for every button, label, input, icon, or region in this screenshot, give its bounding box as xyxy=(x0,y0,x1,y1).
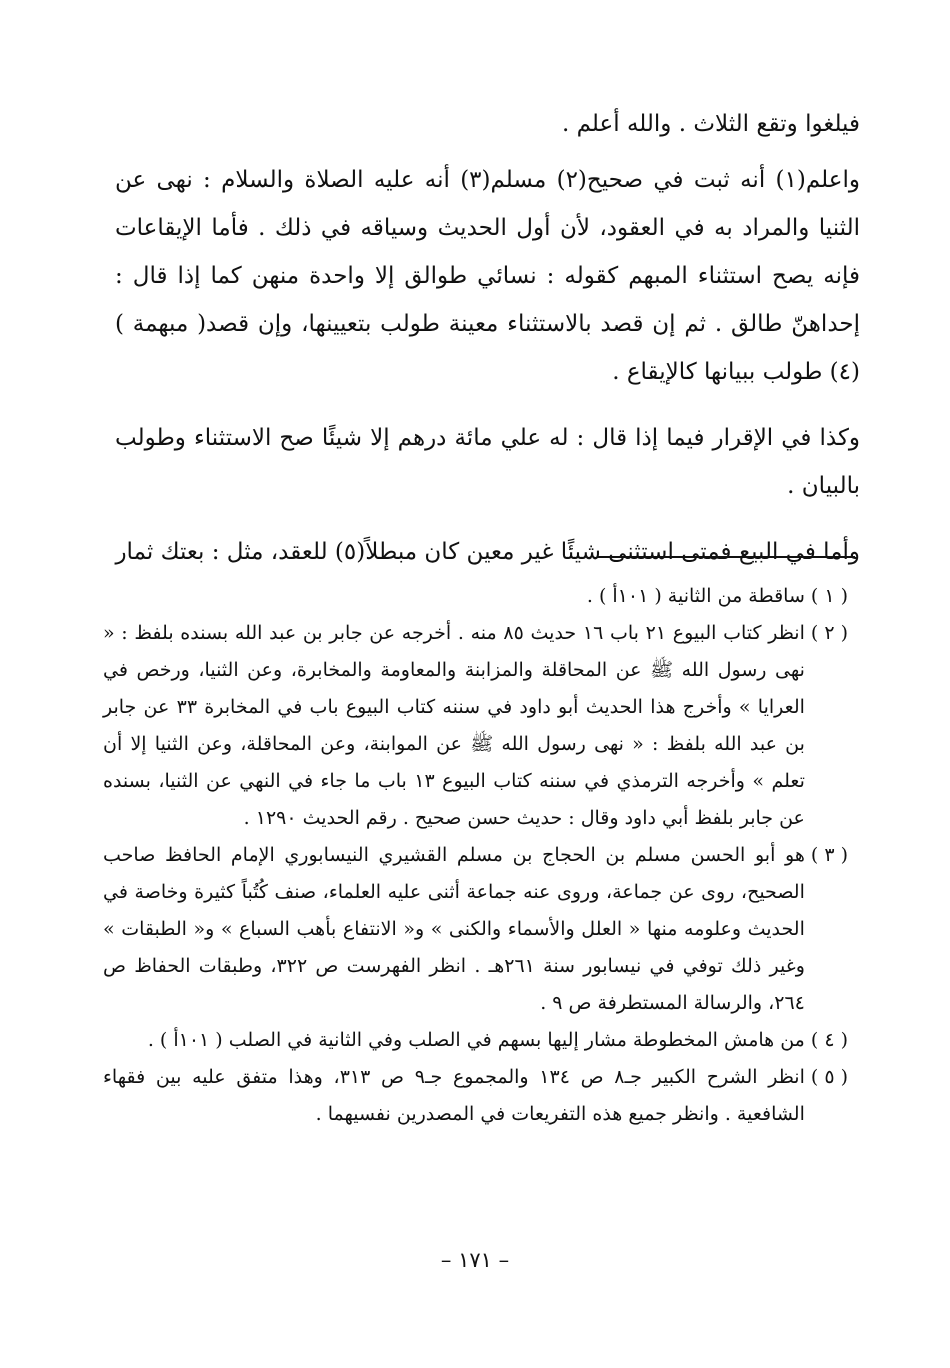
footnote-1 xyxy=(103,578,848,615)
footnote-number: ( ٢ ) xyxy=(810,622,848,644)
footnote-text: هو أبو الحسن مسلم بن الحجاج بن مسلم القشيري النيسابوري الإمام الحافظ صاحب الصحيح، روى عن جماعة، وروى عنه جماعة أثنى عليه العلماء، صنف كُتُباً كثيرة وخاصة في الحديث وعلومه منها « العلل والأسماء والكنى » و« الانتفاع بأهب السباع » و« الطبقات » وغير ذلك توفي في نيسابور سنة ٢٦١هـ . انظر الفهرست ص ٣٢٢، وطبقات الحفاظ ص ٢٦٤، والرسالة المستطرفة ص ٩ . xyxy=(103,844,805,1014)
footnotes xyxy=(103,578,848,1133)
footnote-number: ( ٤ ) xyxy=(810,1029,848,1051)
footnote-separator xyxy=(597,556,855,558)
footnote-number: ( ٥ ) xyxy=(810,1066,848,1088)
footnote-text: انظر كتاب البيوع ٢١ باب ١٦ حديث ٨٥ منه . أخرجه عن جابر بن عبد الله بسنده بلفظ : « نهى رسول الله ﷺ عن المحاقلة والمزابنة والمعاومة والمخابرة، وعن الثنيا، ورخص في العرايا » وأخرج هذا الحديث أبو داود في سننه كتاب البيوع باب في المخابرة ٣٣ عن جابر بن عبد الله بلفظ : « نهى رسول الله ﷺ عن الموابنة، وعن المحاقلة، وعن الثنيا إلا أن تعلم » وأخرجه الترمذي في سننه كتاب البيوع ١٣ باب ما جاء في النهي عن الثنيا، بسنده عن جابر بلفظ أبي داود وقال : حديث حسن صحيح . رقم الحديث ١٢٩٠ . xyxy=(103,622,805,829)
footnote-3 xyxy=(103,837,848,1022)
paragraph-2: واعلم(١) أنه ثبت في صحيح(٢) مسلم(٣) أنه عليه الصلاة والسلام : نهى عن الثنيا والمراد به في العقود، لأن أول الحديث وسياقه في ذلك . فأما الإيقاعات فإنه يصح استثناء المبهم كقوله : نسائي طوالق إلا واحدة منهن كما إذا قال : إحداهنّ طالق . ثم إن قصد بالاستثناء معينة طولب بتعيينها، وإن قصد( مبهمة )(٤) طولب ببيانها كالإيقاع . xyxy=(115,167,860,385)
page-number: – ١٧١ – xyxy=(440,1248,510,1272)
paragraph-4: وأما في البيع فمتى استثنى شيئًا غير معين كان مبطلاً(٥) للعقد، مثل : بعتك ثمار xyxy=(115,539,860,565)
footnote-5 xyxy=(103,1059,848,1133)
footnote-text: من هامش المخطوطة مشار إليها بسهم في الصلب وفي الثانية في الصلب ( ١٠١أ ) . xyxy=(147,1029,805,1051)
footnote-4 xyxy=(103,1022,848,1059)
footnote-text: انظر الشرح الكبير جـ٨ ص ١٣٤ والمجموع جـ٩ ص ٣١٣، وهذا متفق عليه بين فقهاء الشافعية . وانظر جميع هذه التفريعات في المصدرين نفسيهما . xyxy=(103,1066,805,1125)
footnote-number: ( ٣ ) xyxy=(810,844,848,866)
main-text xyxy=(115,100,860,594)
paragraph-3: وكذا في الإقرار فيما إذا قال : له علي مائة درهم إلا شيئًا صح الاستثناء وطولب بالبيان . xyxy=(115,425,860,499)
footnote-2 xyxy=(103,615,848,837)
paragraph-1: فيلغوا وتقع الثلاث . والله أعلم . xyxy=(562,111,860,137)
footnote-text: ساقطة من الثانية ( ١٠١أ ) . xyxy=(586,585,805,607)
footnote-number: ( ١ ) xyxy=(810,585,848,607)
